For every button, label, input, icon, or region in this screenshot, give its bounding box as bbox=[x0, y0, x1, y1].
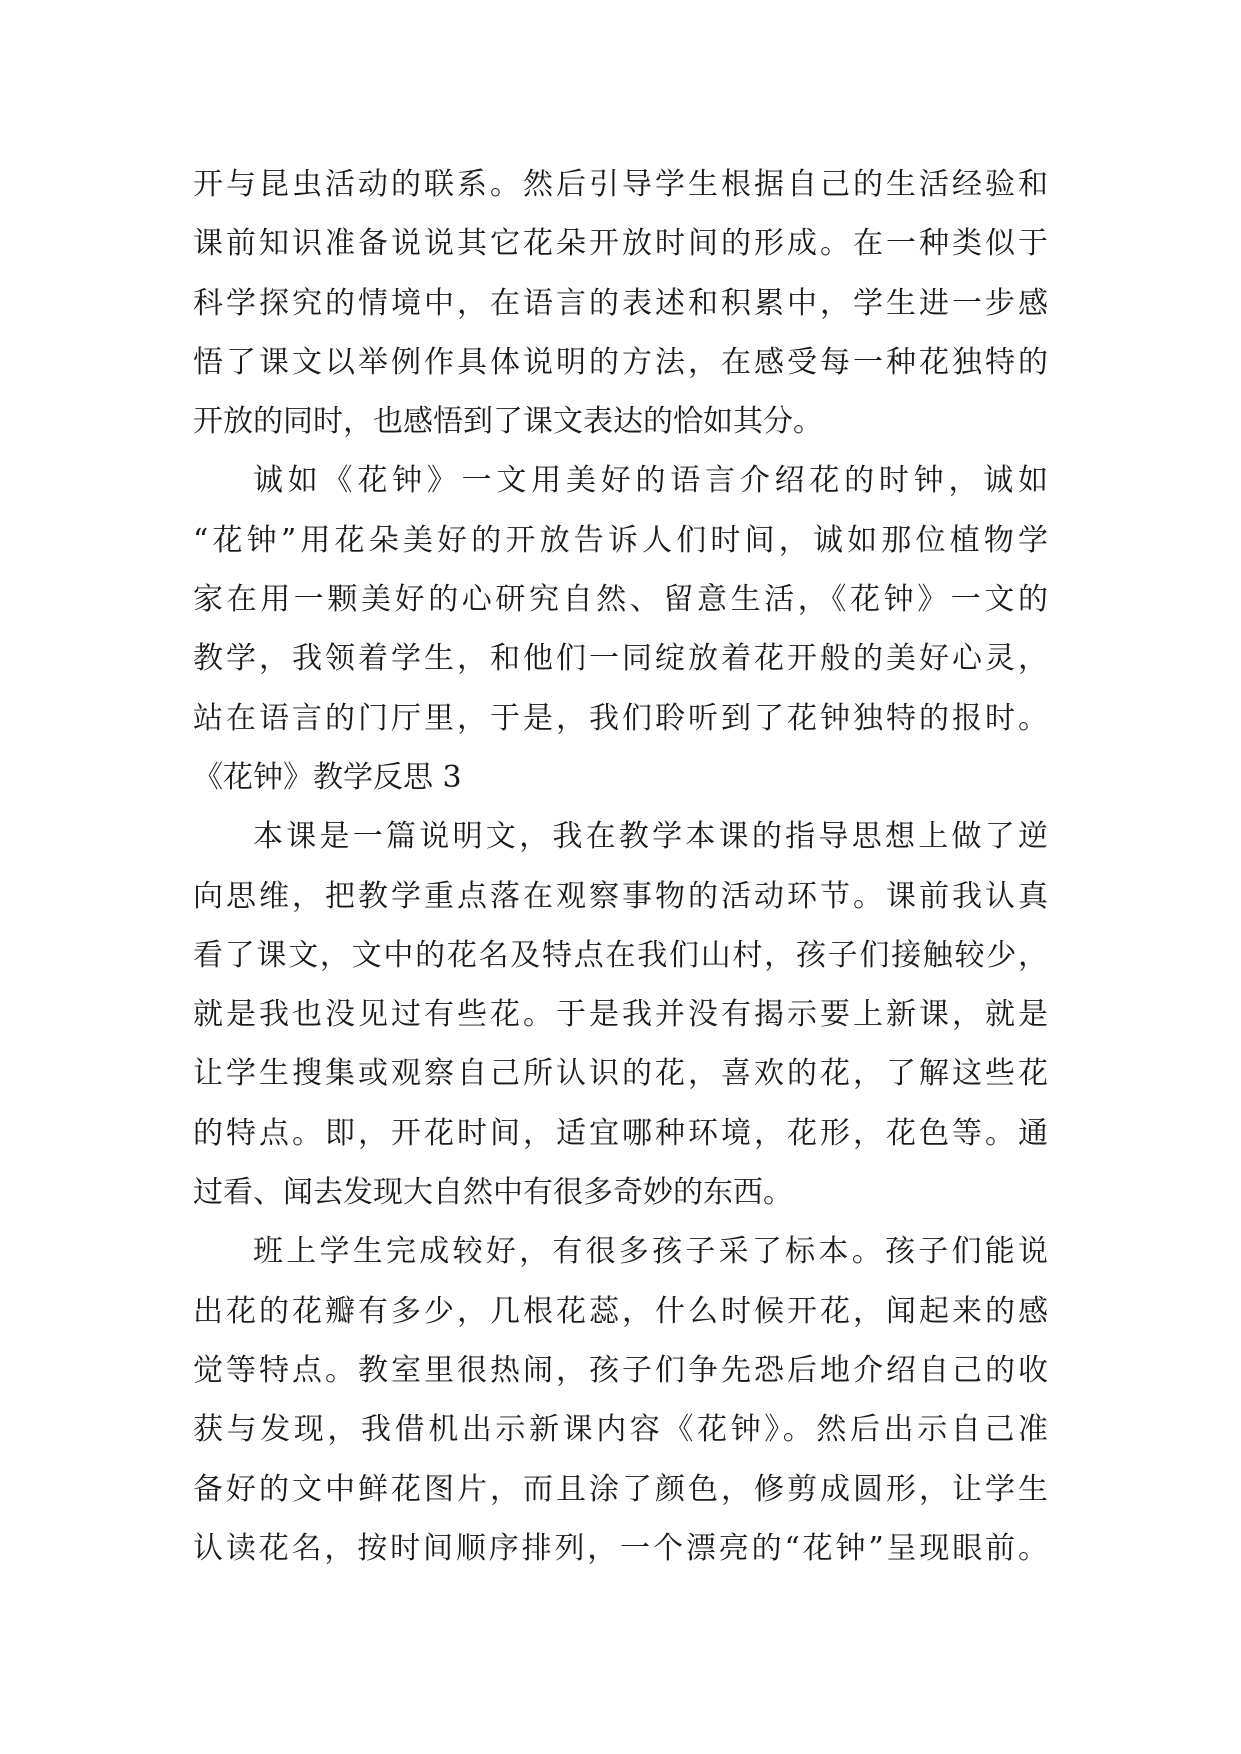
text-line: 开与昆虫活动的联系。然后引导学生根据自己的生活经验和 bbox=[193, 167, 1048, 202]
text-line: 获与发现，我借机出示新课内容《花钟》。然后出示自己准 bbox=[193, 1412, 1048, 1448]
text-line: “花钟”用花朵美好的开放告诉人们时间，诚如那位植物学 bbox=[193, 522, 1048, 558]
text-line: 过看、闻去发现大自然中有很多奇妙的东西。 bbox=[193, 1175, 793, 1211]
text-line: 就是我也没见过有些花。于是我并没有揭示要上新课，就是 bbox=[193, 997, 1048, 1033]
text-line: 认读花名，按时间顺序排列，一个漂亮的“花钟”呈现眼前。 bbox=[193, 1530, 1048, 1566]
text-line: 教学，我领着学生，和他们一同绽放着花开般的美好心灵， bbox=[193, 641, 1048, 677]
text-line: 开放的同时，也感悟到了课文表达的恰如其分。 bbox=[193, 404, 823, 440]
document-body bbox=[193, 155, 1048, 1578]
section-heading: 《花钟》教学反思 3 bbox=[193, 759, 462, 795]
text-line: 科学探究的情境中，在语言的表述和积累中，学生进一步感 bbox=[193, 285, 1048, 321]
text-line: 觉等特点。教室里很热闹，孩子们争先恐后地介绍自己的收 bbox=[193, 1352, 1048, 1388]
text-line: 课前知识准备说说其它花朵开放时间的形成。在一种类似于 bbox=[193, 226, 1048, 262]
text-line: 悟了课文以举例作具体说明的方法，在感受每一种花独特的 bbox=[193, 344, 1048, 380]
text-line: 备好的文中鲜花图片，而且涂了颜色，修剪成圆形，让学生 bbox=[193, 1471, 1048, 1507]
text-line: 让学生搜集或观察自己所认识的花，喜欢的花，了解这些花 bbox=[193, 1056, 1048, 1092]
text-line: 诚如《花钟》一文用美好的语言介绍花的时钟，诚如 bbox=[253, 463, 1048, 499]
text-line: 家在用一颗美好的心研究自然、留意生活，《花钟》一文的 bbox=[193, 582, 1048, 618]
text-line: 班上学生完成较好，有很多孩子采了标本。孩子们能说 bbox=[253, 1234, 1048, 1270]
text-line: 向思维，把教学重点落在观察事物的活动环节。课前我认真 bbox=[193, 878, 1048, 914]
text-line: 出花的花瓣有多少，几根花蕊，什么时候开花，闻起来的感 bbox=[193, 1293, 1048, 1329]
text-line: 的特点。即，开花时间，适宜哪种环境，花形，花色等。通 bbox=[193, 1115, 1048, 1151]
text-line: 本课是一篇说明文，我在教学本课的指导思想上做了逆 bbox=[253, 819, 1048, 855]
text-line: 看了课文，文中的花名及特点在我们山村，孩子们接触较少， bbox=[193, 937, 1048, 973]
text-line: 站在语言的门厅里，于是，我们聆听到了花钟独特的报时。 bbox=[193, 700, 1048, 736]
